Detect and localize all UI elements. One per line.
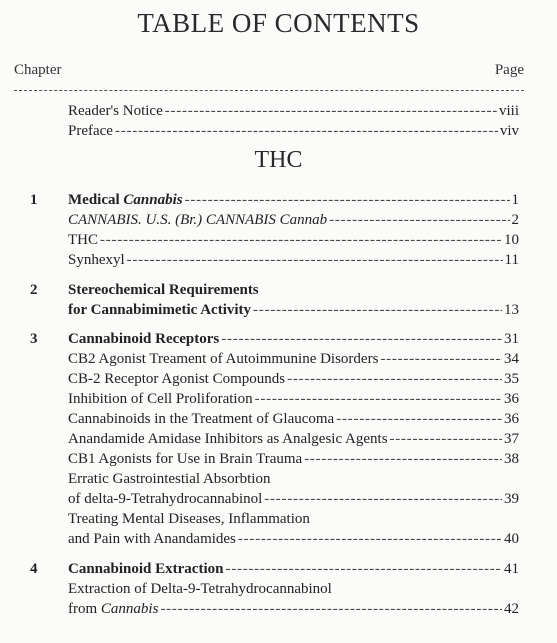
- toc-entry[interactable]: [0, 349, 557, 369]
- page-column-label: Page: [494, 62, 524, 78]
- entry-title: Reader's Notice: [68, 103, 163, 119]
- dot-leader: [100, 230, 502, 250]
- toc-entry-multiline[interactable]: [0, 509, 557, 529]
- toc-entry-multiline-cont[interactable]: [0, 599, 557, 619]
- toc-entry[interactable]: [0, 389, 557, 409]
- dot-leader: [264, 489, 502, 509]
- chapter-title: Cannabinoid Extraction: [68, 561, 224, 577]
- chapter-number: 2: [30, 282, 38, 298]
- toc-entry[interactable]: [0, 210, 557, 230]
- entry-page: 11: [504, 252, 519, 268]
- dot-leader: [185, 190, 510, 210]
- entry-page: 39: [504, 491, 519, 507]
- entry-page: 31: [504, 331, 519, 347]
- entry-title-cont: of delta-9-Tetrahydrocannabinol: [68, 491, 263, 507]
- dot-leader: [160, 599, 502, 619]
- toc-entry[interactable]: [0, 230, 557, 250]
- toc-chapter-1[interactable]: [0, 190, 557, 210]
- toc-entry[interactable]: [0, 369, 557, 389]
- entry-title: Anandamide Amidase Inhibitors as Analgesic Agents: [68, 431, 388, 447]
- chapter-number: 1: [30, 192, 38, 208]
- toc-entry-readers-notice[interactable]: [0, 101, 557, 121]
- entry-page: 10: [504, 232, 519, 248]
- toc-entry[interactable]: [0, 449, 557, 469]
- dot-leader: [225, 559, 502, 579]
- section-title: THC: [254, 147, 303, 173]
- entry-title-cont: and Pain with Anandamides: [68, 531, 236, 547]
- toc-entry-multiline-cont[interactable]: [0, 529, 557, 549]
- chapter-column-label: Chapter: [14, 62, 62, 78]
- dot-leader: [390, 429, 502, 449]
- toc-chapter-2[interactable]: [0, 280, 557, 300]
- dot-leader: [115, 121, 498, 141]
- entry-title: CB-2 Receptor Agonist Compounds: [68, 371, 286, 387]
- entry-page: 42: [504, 601, 519, 617]
- entry-title: Erratic Gastrointestial Absorbtion: [68, 471, 271, 487]
- entry-page: 41: [504, 561, 519, 577]
- chapter-title: Medical Cannabis: [68, 192, 183, 208]
- entry-page: 13: [504, 302, 519, 318]
- dot-leader: [287, 369, 502, 389]
- toc-entry-multiline[interactable]: [0, 579, 557, 599]
- entry-title: CB1 Agonists for Use in Brain Trauma: [68, 451, 303, 467]
- toc-entry[interactable]: [0, 429, 557, 449]
- toc-entry-multiline[interactable]: [0, 469, 557, 489]
- entry-title: Inhibition of Cell Proliforation: [68, 391, 253, 407]
- entry-page: 1: [511, 192, 519, 208]
- header-divider: [14, 90, 524, 91]
- entry-page: viii: [498, 103, 519, 119]
- entry-page: 35: [504, 371, 519, 387]
- toc-entry[interactable]: [0, 250, 557, 270]
- dot-leader: [238, 529, 502, 549]
- chapter-title-cont: for Cannabimimetic Activity: [68, 302, 252, 318]
- entry-title: CB2 Agonist Treament of Autoimmunine Disorders: [68, 351, 379, 367]
- entry-page: 36: [504, 391, 519, 407]
- toc-entry-multiline-cont[interactable]: [0, 489, 557, 509]
- entry-page: viv: [499, 123, 519, 139]
- chapter-title: Stereochemical Requirements: [68, 282, 259, 298]
- entry-page: 40: [504, 531, 519, 547]
- chapter-number: 4: [30, 561, 38, 577]
- entry-title-cont: from Cannabis: [68, 601, 159, 617]
- entry-title: Synhexyl: [68, 252, 125, 268]
- entry-page: 36: [504, 411, 519, 427]
- entry-title: Extraction of Delta-9-Tetrahydrocannabinol: [68, 581, 332, 597]
- dot-leader: [127, 250, 503, 270]
- dot-leader: [255, 389, 502, 409]
- dot-leader: [304, 449, 502, 469]
- entry-title: Preface: [68, 123, 113, 139]
- dot-leader: [221, 329, 502, 349]
- toc-entry[interactable]: [0, 409, 557, 429]
- dot-leader: [165, 101, 497, 121]
- toc-entry-preface[interactable]: [0, 121, 557, 141]
- entry-title: Cannabinoids in the Treatment of Glaucoma: [68, 411, 335, 427]
- entry-page: 34: [504, 351, 519, 367]
- dot-leader: [253, 300, 502, 320]
- chapter-title: Cannabinoid Receptors: [68, 331, 220, 347]
- page-title: TABLE OF CONTENTS: [137, 8, 420, 38]
- chapter-number: 3: [30, 331, 38, 347]
- entry-title: CANNABIS. U.S. (Br.) CANNABIS Cannab: [68, 212, 328, 228]
- dot-leader: [380, 349, 502, 369]
- entry-title: THC: [68, 232, 98, 248]
- entry-page: 2: [511, 212, 519, 228]
- dot-leader: [336, 409, 502, 429]
- entry-page: 37: [504, 431, 519, 447]
- toc-chapter-4[interactable]: [0, 559, 557, 579]
- entry-page: 38: [504, 451, 519, 467]
- toc-chapter-3[interactable]: [0, 329, 557, 349]
- entry-title: Treating Mental Diseases, Inflammation: [68, 511, 310, 527]
- dot-leader: [329, 210, 509, 230]
- toc-chapter-2-cont[interactable]: [0, 300, 557, 320]
